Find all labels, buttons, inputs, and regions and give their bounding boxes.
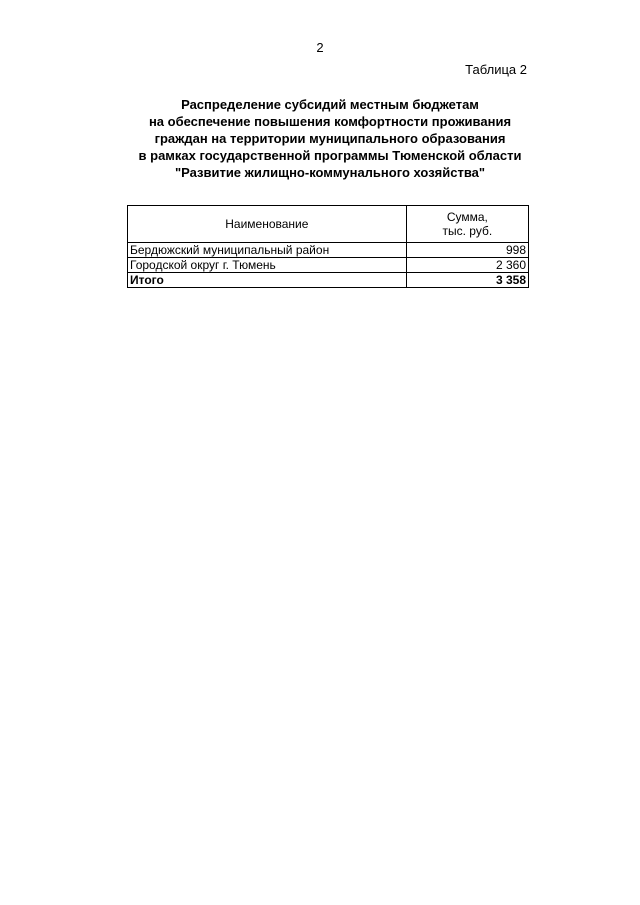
total-sum: 3 358 bbox=[406, 273, 528, 288]
total-name: Итого bbox=[128, 273, 407, 288]
row-name: Бердюжский муниципальный район bbox=[128, 243, 407, 258]
title-line: в рамках государственной программы Тюменской области bbox=[138, 148, 522, 163]
table-total-row bbox=[128, 273, 529, 288]
subsidy-table bbox=[127, 205, 529, 288]
title-line: на обеспечение повышения комфортности проживания bbox=[148, 114, 512, 129]
title-line: "Развитие жилищно-коммунального хозяйства" bbox=[174, 165, 486, 180]
column-header-sum-line2: тыс. руб. bbox=[442, 224, 493, 238]
row-sum: 998 bbox=[406, 243, 528, 258]
column-header-name: Наименование bbox=[128, 206, 407, 243]
column-header-sum-line1: Сумма, bbox=[446, 210, 488, 224]
title-line: граждан на территории муниципального образования bbox=[154, 131, 506, 146]
page-number: 2 bbox=[316, 40, 324, 55]
row-sum: 2 360 bbox=[406, 258, 528, 273]
row-name: Городской округ г. Тюмень bbox=[128, 258, 407, 273]
title-line: Распределение субсидий местным бюджетам bbox=[181, 97, 479, 112]
document-title bbox=[100, 96, 560, 181]
table-row bbox=[128, 258, 529, 273]
table-row bbox=[128, 243, 529, 258]
column-header-sum bbox=[406, 206, 528, 243]
table-header-row bbox=[128, 206, 529, 243]
table-label: Таблица 2 bbox=[465, 62, 527, 77]
